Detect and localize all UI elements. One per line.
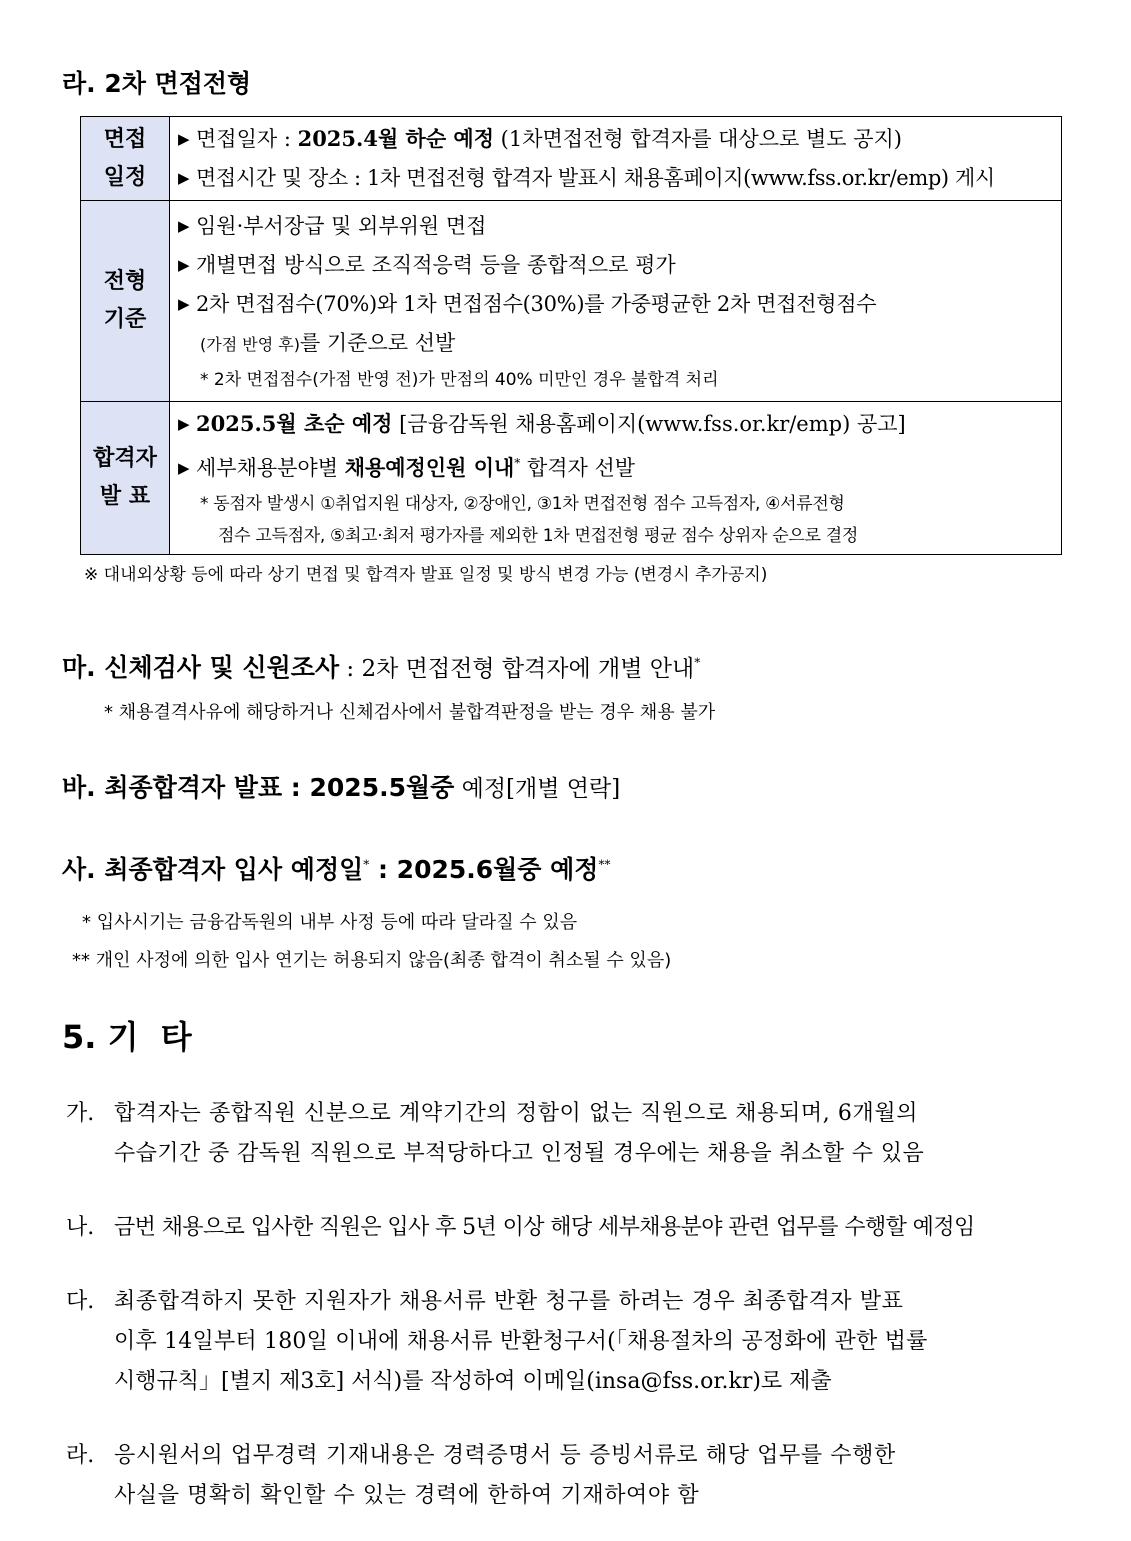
triangle-right-icon: ▶: [178, 169, 190, 187]
triangle-right-icon: ▶: [178, 294, 190, 313]
item-text: 금번 채용으로 입사한 직원은 입사 후 5년 이상 해당 세부채용분야 관련 업무를 수행할 예정임: [114, 1215, 975, 1240]
footnote-mark: *: [514, 456, 521, 470]
row-label-criteria: [81, 201, 170, 402]
section-ma-title: 마. 신체검사 및 신원조사: [62, 653, 340, 682]
criteria-text: 2차 면접점수(70%)와 1차 면접점수(30%)를 가중평균한 2차 면접전형점수: [196, 291, 877, 316]
section-ma-note: * 채용결격사유에 해당하거나 신체검사에서 불합격판정을 받는 경우 채용 불가: [104, 702, 716, 723]
schedule-footnote: ※ 대내외상황 등에 따라 상기 면접 및 합격자 발표 일정 및 방식 변경 가능 (변경시 추가공지): [84, 565, 768, 585]
criteria-note: * 2차 면접점수(가점 반영 전)가 만점의 40% 미만인 경우 불합격 처리: [200, 369, 719, 390]
row-label-announcement: [81, 402, 170, 555]
announcement-line-1: [178, 404, 1055, 444]
announcement-note: [금융감독원 채용홈페이지(www.fss.or.kr/emp) 공고]: [392, 412, 906, 436]
section-sa-note-1: * 입사시기는 금융감독원의 내부 사정 등에 따라 달라질 수 있음: [82, 912, 578, 933]
item-marker: 가.: [66, 1101, 95, 1126]
list-item: [66, 1282, 1066, 1402]
section-sa-title: 사. 최종합격자 입사 예정일: [62, 855, 364, 884]
tiebreak-note-2: 점수 고득점자, ⑤최고·최저 평가자를 제외한 1차 면접전형 평균 점수 상위자 순으로 결정: [218, 526, 858, 546]
item-text: 응시원서의 업무경력 기재내용은 경력증명서 등 증빙서류로 해당 업무를 수행한: [114, 1443, 896, 1468]
section-5-title: 5. 기 타: [62, 1018, 192, 1056]
table-row: [81, 201, 1062, 402]
interview-date-label: 면접일자 :: [196, 127, 298, 151]
item-text: 이후 14일부터 180일 이내에 채용서류 반환청구서(「채용절차의 공정화에 관한 법률: [114, 1329, 928, 1354]
footnote-mark: *: [363, 857, 370, 872]
item-text: 시행규칙」[별지 제3호] 서식)를 작성하여 이메일(insa@fss.or.kr)로 제출: [114, 1369, 832, 1394]
announcement-text: 세부채용분야별: [196, 456, 345, 480]
item-text: 사실을 명확히 확인할 수 있는 경력에 한하여 기재하여야 함: [114, 1483, 700, 1508]
section-ra-title: 라. 2차 면접전형: [62, 69, 252, 98]
item-marker: 라.: [66, 1443, 95, 1468]
item-text: 최종합격하지 못한 지원자가 채용서류 반환 청구를 하려는 경우 최종합격자 발표: [114, 1289, 904, 1314]
section-ma-heading: [62, 648, 700, 684]
row-label-text: 전형 기준: [103, 269, 147, 332]
row-body-criteria: [170, 201, 1062, 402]
table-row: [81, 117, 1062, 201]
item-text: 수습기간 중 감독원 직원으로 부적당하다고 인정될 경우에는 채용을 취소할 수 있음: [114, 1141, 925, 1166]
interview-date-note: (1차면접전형 합격자를 대상으로 별도 공지): [494, 127, 902, 151]
criteria-text: 를 기준으로 선발: [299, 330, 456, 355]
section-ma-text: : 2차 면접전형 합격자에 개별 안내: [339, 656, 695, 682]
section-sa-heading: [62, 850, 610, 886]
row-body-schedule: [170, 117, 1062, 201]
section-sa-note-2: ** 개인 사정에 의한 입사 연기는 허용되지 않음(최종 합격이 취소될 수 있음): [72, 950, 672, 971]
section-sa-date: : 2025.6월중 예정: [369, 855, 599, 884]
interview-schedule-table: [80, 116, 1062, 555]
row-body-announcement: [170, 402, 1062, 555]
announcement-date: 2025.5월 초순 예정: [196, 411, 393, 436]
announcement-bold-text: 채용예정인원 이내: [344, 455, 515, 480]
interview-place-text: 면접시간 및 장소 : 1차 면접전형 합격자 발표시 채용홈페이지(www.fss.or.kr/emp) 게시: [196, 166, 995, 190]
section-ba-heading: [62, 768, 620, 804]
triangle-right-icon: ▶: [178, 415, 190, 433]
footnote-mark: **: [598, 857, 611, 872]
triangle-right-icon: ▶: [178, 130, 190, 148]
list-item: [66, 1436, 1066, 1516]
row-label-schedule: [81, 117, 170, 201]
interview-date-value: 2025.4월 하순 예정: [297, 126, 494, 151]
footnote-mark: *: [694, 655, 701, 670]
announcement-text: 합격자 선발: [520, 456, 636, 480]
announcement-line-2: [178, 444, 1055, 488]
interview-place-line: [178, 159, 1055, 198]
criteria-text: 개별면접 방식으로 조직적응력 등을 종합적으로 평가: [196, 252, 676, 277]
item-marker: 나.: [66, 1215, 95, 1240]
interview-date-line: [178, 119, 1055, 159]
criteria-line-3: [178, 285, 1055, 324]
triangle-right-icon: ▶: [178, 216, 190, 235]
item-text: 합격자는 종합직원 신분으로 계약기간의 정함이 없는 직원으로 채용되며, 6개월의: [114, 1101, 919, 1126]
criteria-small-text: (가점 반영 후): [200, 334, 300, 354]
list-item: [66, 1208, 1066, 1248]
criteria-line-1: [178, 207, 1055, 246]
item-marker: 다.: [66, 1289, 95, 1314]
criteria-line-4: [178, 324, 1055, 364]
triangle-right-icon: ▶: [178, 459, 190, 477]
row-label-text: 합격자 발 표: [93, 446, 157, 509]
section-ba-title: 바. 최종합격자 발표 : 2025.5월중: [62, 773, 455, 802]
section-ba-text: 예정[개별 연락]: [454, 776, 621, 802]
criteria-line-2: [178, 246, 1055, 285]
triangle-right-icon: ▶: [178, 255, 190, 274]
row-label-text: 면접 일정: [103, 126, 147, 190]
table-row: [81, 402, 1062, 555]
list-item: [66, 1094, 1066, 1174]
tiebreak-note-1: * 동점자 발생시 ①취업지원 대상자, ②장애인, ③1차 면접전형 점수 고득점자, ④서류전형: [200, 494, 845, 514]
criteria-text: 임원·부서장급 및 외부위원 면접: [196, 213, 487, 238]
